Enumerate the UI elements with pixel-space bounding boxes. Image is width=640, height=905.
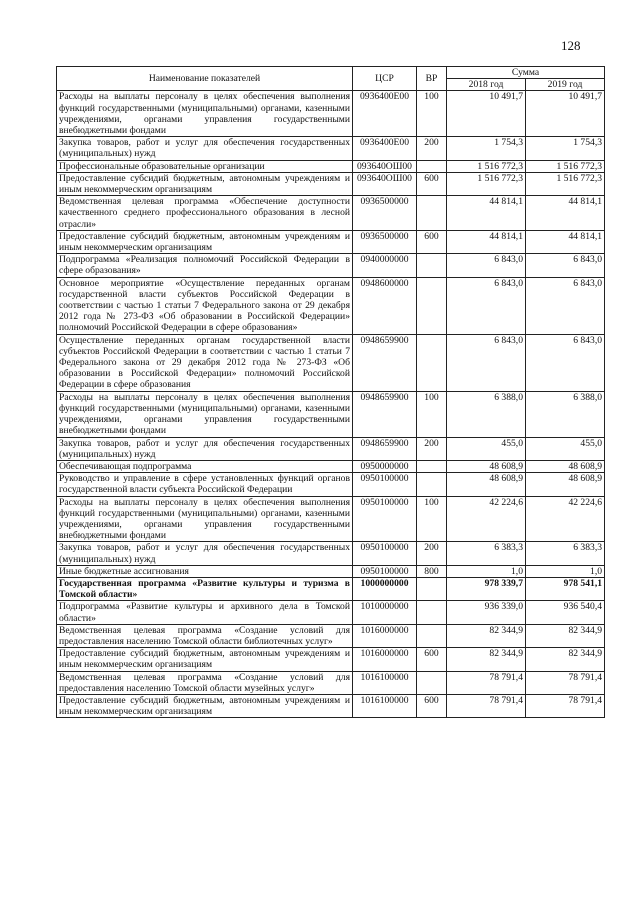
row-2019: 44 814,1: [526, 196, 605, 231]
table-header: [57, 67, 605, 91]
row-2019: 6 383,3: [526, 542, 605, 565]
row-2019: 6 388,0: [526, 391, 605, 437]
row-vr: [417, 160, 447, 172]
row-2019: 978 541,1: [526, 577, 605, 600]
row-vr: 100: [417, 391, 447, 437]
row-2019: 42 224,6: [526, 496, 605, 542]
row-name: Закупка товаров, работ и услуг для обеспечения государственных (муниципальных) нужд: [57, 137, 353, 160]
row-2018: 42 224,6: [447, 496, 526, 542]
row-name: Обеспечивающая подпрограмма: [57, 460, 353, 472]
row-name: Ведомственная целевая программа «Создание условий для предоставления населению Томской области библиотечных услуг»: [57, 624, 353, 647]
row-csr: 093640ОШ00: [353, 160, 417, 172]
table-row: [57, 137, 605, 160]
row-csr: 0948600000: [353, 277, 417, 334]
row-csr: 1016000000: [353, 624, 417, 647]
row-2019: 936 540,4: [526, 601, 605, 624]
row-2019: 1,0: [526, 565, 605, 577]
row-vr: 600: [417, 694, 447, 717]
row-2018: 44 814,1: [447, 230, 526, 253]
table-row: [57, 565, 605, 577]
row-2018: 6 383,3: [447, 542, 526, 565]
row-name: Расходы на выплаты персоналу в целях обеспечения выполнения функций государственными (муниципальными) органами, казенными учреждениями, органами управления государственными внебюджетными фондами: [57, 391, 353, 437]
table-row: [57, 91, 605, 137]
row-csr: 0940000000: [353, 254, 417, 277]
row-csr: 0950100000: [353, 496, 417, 542]
row-csr: 0948659900: [353, 437, 417, 460]
row-name: Предоставление субсидий бюджетным, автономным учреждениям и иным некоммерческим организациям: [57, 230, 353, 253]
row-2018: 44 814,1: [447, 196, 526, 231]
table-row: [57, 437, 605, 460]
row-2019: 1 754,3: [526, 137, 605, 160]
row-2018: 6 388,0: [447, 391, 526, 437]
row-vr: 200: [417, 437, 447, 460]
row-2018: 936 339,0: [447, 601, 526, 624]
row-vr: 600: [417, 172, 447, 195]
row-2019: 78 791,4: [526, 671, 605, 694]
row-2019: 455,0: [526, 437, 605, 460]
table-row: [57, 460, 605, 472]
row-csr: 1016100000: [353, 671, 417, 694]
row-2019: 48 608,9: [526, 460, 605, 472]
table-row: [57, 334, 605, 391]
row-2018: 82 344,9: [447, 624, 526, 647]
table-row: [57, 496, 605, 542]
row-csr: 0950100000: [353, 542, 417, 565]
row-2018: 10 491,7: [447, 91, 526, 137]
table-row: [57, 542, 605, 565]
row-vr: [417, 624, 447, 647]
table-row: [57, 172, 605, 195]
row-2018: 48 608,9: [447, 460, 526, 472]
row-vr: [417, 334, 447, 391]
row-csr: 1010000000: [353, 601, 417, 624]
row-vr: 600: [417, 648, 447, 671]
header-csr: ЦСР: [353, 67, 417, 91]
row-vr: [417, 254, 447, 277]
row-vr: [417, 277, 447, 334]
row-2018: 78 791,4: [447, 694, 526, 717]
row-2019: 78 791,4: [526, 694, 605, 717]
row-name: Руководство и управление в сфере установленных функций органов государственной власти субъекта Российской Федерации: [57, 473, 353, 496]
table-row: [57, 577, 605, 600]
row-name: Предоставление субсидий бюджетным, автономным учреждениям и иным некоммерческим организациям: [57, 648, 353, 671]
row-csr: 0936400Е00: [353, 137, 417, 160]
row-2018: 6 843,0: [447, 277, 526, 334]
row-name: Государственная программа «Развитие культуры и туризма в Томской области»: [57, 577, 353, 600]
row-csr: 0936500000: [353, 196, 417, 231]
row-2019: 6 843,0: [526, 254, 605, 277]
row-csr: 1016000000: [353, 648, 417, 671]
row-name: Закупка товаров, работ и услуг для обеспечения государственных (муниципальных) нужд: [57, 542, 353, 565]
row-csr: 0950000000: [353, 460, 417, 472]
row-name: Предоставление субсидий бюджетным, автономным учреждениям и иным некоммерческим организациям: [57, 172, 353, 195]
row-csr: 093640ОШ00: [353, 172, 417, 195]
table-row: [57, 196, 605, 231]
row-name: Расходы на выплаты персоналу в целях обеспечения выполнения функций государственными (муниципальными) органами, казенными учреждениями, органами управления государственными внебюджетными фондами: [57, 91, 353, 137]
row-csr: 0936400Е00: [353, 91, 417, 137]
row-name: Осуществление переданных органам государственной власти субъектов Российской Федерации в соответствии с частью 1 статьи 7 Федерального закона от 29 декабря 2012 года № 273-ФЗ «Об образовании в Российской Федерации» полномочий Российской Федерации в сфере образования: [57, 334, 353, 391]
row-name: Подпрограмма «Развитие культуры и архивного дела в Томской области»: [57, 601, 353, 624]
row-2018: 455,0: [447, 437, 526, 460]
row-name: Основное мероприятие «Осуществление переданных органам государственной власти субъектов Российской Федерации в соответствии с частью 1 статьи 7 Федерального закона от 29 декабря 2012 года № 273-ФЗ «Об образовании в Российской Федерации» полномочий Российской Федерации в сфере образования»: [57, 277, 353, 334]
row-name: Ведомственная целевая программа «Обеспечение доступности качественного среднего профессионального образования в лесной отрасли»: [57, 196, 353, 231]
row-vr: 100: [417, 496, 447, 542]
row-csr: 0936500000: [353, 230, 417, 253]
table-row: [57, 230, 605, 253]
row-2018: 82 344,9: [447, 648, 526, 671]
row-2018: 6 843,0: [447, 254, 526, 277]
row-2019: 82 344,9: [526, 648, 605, 671]
row-vr: [417, 601, 447, 624]
table-row: [57, 648, 605, 671]
table-row: [57, 277, 605, 334]
row-2019: 10 491,7: [526, 91, 605, 137]
row-vr: 200: [417, 137, 447, 160]
row-2019: 48 608,9: [526, 473, 605, 496]
table-row: [57, 694, 605, 717]
row-2018: 78 791,4: [447, 671, 526, 694]
row-csr: 0950100000: [353, 473, 417, 496]
table-row: [57, 473, 605, 496]
row-vr: [417, 473, 447, 496]
row-csr: 1000000000: [353, 577, 417, 600]
row-csr: 0948659900: [353, 334, 417, 391]
row-2019: 1 516 772,3: [526, 160, 605, 172]
row-2019: 82 344,9: [526, 624, 605, 647]
header-year-2018: 2018 год: [447, 79, 526, 91]
row-2018: 6 843,0: [447, 334, 526, 391]
row-vr: 100: [417, 91, 447, 137]
row-vr: [417, 671, 447, 694]
page-number: 128: [561, 38, 581, 53]
row-name: Закупка товаров, работ и услуг для обеспечения государственных (муниципальных) нужд: [57, 437, 353, 460]
row-2018: 978 339,7: [447, 577, 526, 600]
row-2019: 44 814,1: [526, 230, 605, 253]
row-vr: 600: [417, 230, 447, 253]
row-2018: 1 754,3: [447, 137, 526, 160]
row-2019: 1 516 772,3: [526, 172, 605, 195]
table-row: [57, 624, 605, 647]
row-2018: 48 608,9: [447, 473, 526, 496]
row-2019: 6 843,0: [526, 277, 605, 334]
row-vr: [417, 196, 447, 231]
row-csr: 1016100000: [353, 694, 417, 717]
table-row: [57, 601, 605, 624]
table-row: [57, 391, 605, 437]
row-csr: 0948659900: [353, 391, 417, 437]
row-name: Профессиональные образовательные организации: [57, 160, 353, 172]
row-name: Подпрограмма «Реализация полномочий Российской Федерации в сфере образования»: [57, 254, 353, 277]
row-2018: 1,0: [447, 565, 526, 577]
row-2019: 6 843,0: [526, 334, 605, 391]
table-row: [57, 671, 605, 694]
row-vr: 800: [417, 565, 447, 577]
budget-table: [56, 66, 605, 718]
row-name: Предоставление субсидий бюджетным, автономным учреждениям и иным некоммерческим организациям: [57, 694, 353, 717]
row-vr: [417, 577, 447, 600]
header-vr: ВР: [417, 67, 447, 91]
row-2018: 1 516 772,3: [447, 160, 526, 172]
row-vr: 200: [417, 542, 447, 565]
header-name: Наименование показателей: [57, 67, 353, 91]
table-body: [57, 91, 605, 718]
row-csr: 0950100000: [353, 565, 417, 577]
row-vr: [417, 460, 447, 472]
row-name: Ведомственная целевая программа «Создание условий для предоставления населению Томской области музейных услуг»: [57, 671, 353, 694]
header-year-2019: 2019 год: [526, 79, 605, 91]
table-row: [57, 160, 605, 172]
row-name: Расходы на выплаты персоналу в целях обеспечения выполнения функций государственными (муниципальными) органами, казенными учреждениями, органами управления государственными внебюджетными фондами: [57, 496, 353, 542]
header-sum: Сумма: [447, 67, 605, 79]
table-row: [57, 254, 605, 277]
row-2018: 1 516 772,3: [447, 172, 526, 195]
row-name: Иные бюджетные ассигнования: [57, 565, 353, 577]
